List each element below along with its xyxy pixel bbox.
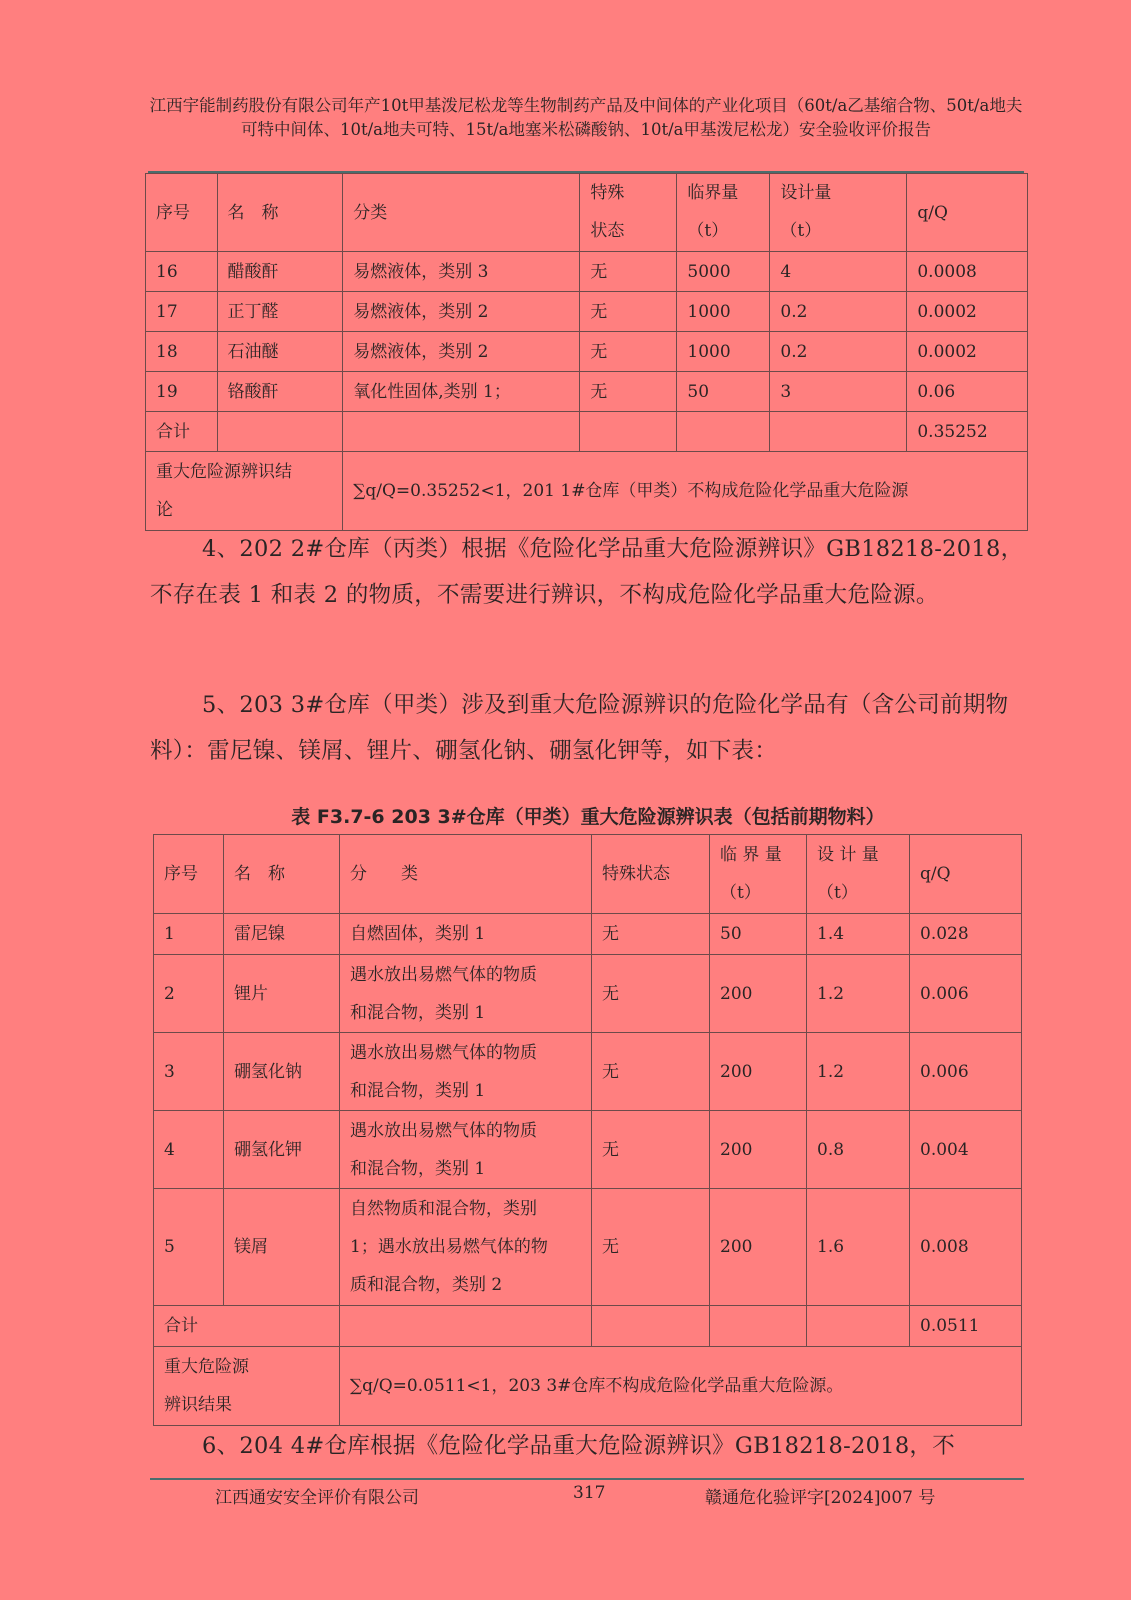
- cell-category: 自然物质和混合物，类别 1；遇水放出易燃气体的物 质和混合物，类别 2: [340, 1189, 592, 1306]
- cell-category: 遇水放出易燃气体的物质 和混合物，类别 1: [340, 955, 592, 1033]
- paragraph-6: 6、204 4#仓库根据《危险化学品重大危险源辨识》GB18218-2018，不: [202, 1433, 956, 1459]
- table-row: [146, 332, 1028, 372]
- table-row: [146, 252, 1028, 292]
- table-row: [154, 1033, 1022, 1111]
- table-header-row: [146, 174, 1028, 252]
- total-value: 0.35252: [907, 412, 1028, 452]
- header-name: 名 称: [217, 174, 343, 252]
- table-row: [154, 914, 1022, 955]
- cell-name: 雷尼镍: [224, 914, 340, 955]
- header-name: 名 称: [224, 835, 340, 914]
- cell-no: 16: [146, 252, 218, 292]
- cell-category: 易燃液体，类别 3: [343, 252, 580, 292]
- cell-ratio: 0.028: [910, 914, 1022, 955]
- cell-name: 硼氢化钠: [224, 1033, 340, 1111]
- cell-ratio: 0.06: [907, 372, 1028, 412]
- cell-critical: 50: [677, 372, 770, 412]
- header-critical: 临界量 （t）: [677, 174, 770, 252]
- cell-state: 无: [580, 332, 677, 372]
- header-category: 分类: [343, 174, 580, 252]
- table-row: [146, 372, 1028, 412]
- total-label: 合计: [154, 1306, 340, 1347]
- cell-category: 自燃固体，类别 1: [340, 914, 592, 955]
- table-conclusion-row: [154, 1347, 1022, 1426]
- header-category: 分 类: [340, 835, 592, 914]
- cell-critical: 1000: [677, 292, 770, 332]
- header-no: 序号: [154, 835, 224, 914]
- paragraph-5: 5、203 3#仓库（甲类）涉及到重大危险源辨识的危险化学品有（含公司前期物料）：雷尼镍、镁屑、锂片、硼氢化钠、硼氢化钾等，如下表：: [150, 692, 1009, 764]
- cell-name: 镁屑: [224, 1189, 340, 1306]
- cell-ratio: 0.0008: [907, 252, 1028, 292]
- cell-name: 锂片: [224, 955, 340, 1033]
- cell-design: 1.6: [807, 1189, 910, 1306]
- cell-ratio: 0.0002: [907, 292, 1028, 332]
- conclusion-text: ∑q/Q=0.0511<1，203 3#仓库不构成危险化学品重大危险源。: [340, 1347, 1022, 1426]
- cell-design: 4: [770, 252, 907, 292]
- cell-no: 17: [146, 292, 218, 332]
- cell-name: 石油醚: [217, 332, 343, 372]
- cell-name: 铬酸酐: [217, 372, 343, 412]
- header-critical: 临 界 量 （t）: [710, 835, 807, 914]
- table-header-row: [154, 835, 1022, 914]
- table-caption: 表 F3.7-6 203 3#仓库（甲类）重大危险源辨识表（包括前期物料）: [291, 806, 885, 828]
- cell-critical: 50: [710, 914, 807, 955]
- cell-critical: 200: [710, 1033, 807, 1111]
- cell-design: 3: [770, 372, 907, 412]
- cell-no: 3: [154, 1033, 224, 1111]
- cell-category: 易燃液体，类别 2: [343, 292, 580, 332]
- page-header-title: 江西宇能制药股份有限公司年产10t甲基泼尼松龙等生物制药产品及中间体的产业化项目（60t/a乙基缩合物、50t/a地夫可特中间体、10t/a地夫可特、15t/a地塞米松磷酸钠、10t/a甲基泼尼松龙）安全验收评价报告: [149, 96, 1023, 139]
- conclusion-text: ∑q/Q=0.35252<1，201 1#仓库（甲类）不构成危险化学品重大危险源: [343, 452, 1028, 531]
- cell-design: 1.2: [807, 955, 910, 1033]
- cell-no: 4: [154, 1111, 224, 1189]
- footer-page-number: 317: [573, 1483, 606, 1503]
- footer-doc-number: 赣通危化验评字[2024]007 号: [705, 1488, 936, 1508]
- table-row: [154, 1111, 1022, 1189]
- cell-no: 18: [146, 332, 218, 372]
- cell-design: 0.2: [770, 332, 907, 372]
- cell-name: 硼氢化钾: [224, 1111, 340, 1189]
- table-row: [146, 292, 1028, 332]
- header-special-state: 特殊 状态: [580, 174, 677, 252]
- footer-divider: [150, 1478, 1024, 1480]
- cell-design: 1.4: [807, 914, 910, 955]
- header-design: 设 计 量 （t）: [807, 835, 910, 914]
- table-row: [154, 1189, 1022, 1306]
- cell-state: 无: [580, 252, 677, 292]
- table-row: [154, 955, 1022, 1033]
- cell-state: 无: [592, 1033, 710, 1111]
- header-ratio: q/Q: [907, 174, 1028, 252]
- paragraph-4: 4、202 2#仓库（丙类）根据《危险化学品重大危险源辨识》GB18218-2018，不存在表 1 和表 2 的物质，不需要进行辨识，不构成危险化学品重大危险源。: [150, 536, 1024, 608]
- table-total-row: [146, 412, 1028, 452]
- table-warehouse-201: [145, 173, 1028, 531]
- table-total-row: [154, 1306, 1022, 1347]
- cell-name: 醋酸酐: [217, 252, 343, 292]
- cell-no: 2: [154, 955, 224, 1033]
- cell-category: 易燃液体，类别 2: [343, 332, 580, 372]
- cell-no: 1: [154, 914, 224, 955]
- cell-category: 遇水放出易燃气体的物质 和混合物，类别 1: [340, 1111, 592, 1189]
- cell-critical: 200: [710, 1189, 807, 1306]
- cell-no: 5: [154, 1189, 224, 1306]
- cell-ratio: 0.006: [910, 1033, 1022, 1111]
- cell-ratio: 0.0002: [907, 332, 1028, 372]
- cell-design: 1.2: [807, 1033, 910, 1111]
- cell-state: 无: [592, 1111, 710, 1189]
- header-ratio: q/Q: [910, 835, 1022, 914]
- cell-critical: 1000: [677, 332, 770, 372]
- cell-name: 正丁醛: [217, 292, 343, 332]
- cell-category: 氧化性固体,类别 1；: [343, 372, 580, 412]
- table-warehouse-203: [153, 834, 1022, 1426]
- cell-state: 无: [592, 914, 710, 955]
- cell-category: 遇水放出易燃气体的物质 和混合物，类别 1: [340, 1033, 592, 1111]
- total-value: 0.0511: [910, 1306, 1022, 1347]
- cell-critical: 5000: [677, 252, 770, 292]
- header-special-state: 特殊状态: [592, 835, 710, 914]
- cell-state: 无: [592, 1189, 710, 1306]
- cell-state: 无: [580, 372, 677, 412]
- conclusion-label: 重大危险源辨识结 论: [146, 452, 343, 531]
- cell-critical: 200: [710, 955, 807, 1033]
- header-design: 设计量 （t）: [770, 174, 907, 252]
- conclusion-label: 重大危险源 辨识结果: [154, 1347, 340, 1426]
- cell-state: 无: [592, 955, 710, 1033]
- cell-ratio: 0.004: [910, 1111, 1022, 1189]
- cell-ratio: 0.008: [910, 1189, 1022, 1306]
- cell-state: 无: [580, 292, 677, 332]
- total-label: 合计: [146, 412, 218, 452]
- cell-design: 0.8: [807, 1111, 910, 1189]
- cell-critical: 200: [710, 1111, 807, 1189]
- cell-ratio: 0.006: [910, 955, 1022, 1033]
- cell-no: 19: [146, 372, 218, 412]
- table-conclusion-row: [146, 452, 1028, 531]
- cell-design: 0.2: [770, 292, 907, 332]
- footer-company: 江西通安安全评价有限公司: [215, 1488, 419, 1508]
- header-no: 序号: [146, 174, 218, 252]
